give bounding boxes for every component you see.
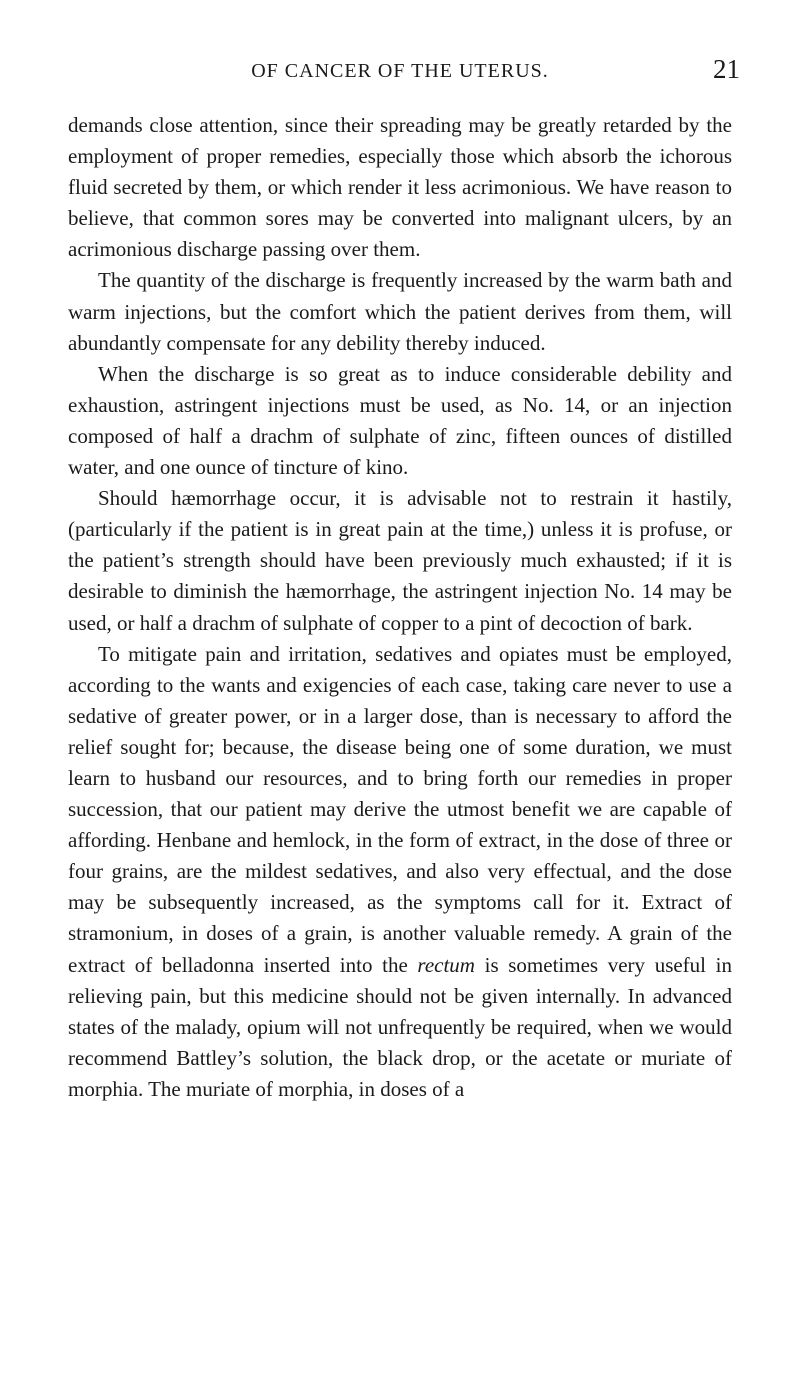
paragraph-haemorrhage: Should hæmorrhage occur, it is advisable not to restrain it hastily, (particularly if the patient is in great pain at the time,) unless it is profuse, or the patient’s strength should have been previously much exhausted; if it is desirable to diminish the hæmorrhage, the astringent injection No. 14 may be used, or half a drachm of sulphate of copper to a pint of decoction of bark. [68, 486, 732, 635]
paragraph-discharge-quantity: The quantity of the discharge is frequently increased by the warm bath and warm injections, but the comfort which the patient derives from them, will abundantly compensate for any debility thereby induced. [68, 268, 732, 355]
paragraph-sedatives [68, 639, 732, 1105]
italic-term-rectum: rectum [417, 952, 475, 977]
paragraph-continued: demands close attention, since their spreading may be greatly retarded by the employment of proper remedies, especially those which absorb the ichorous fluid secreted by them, or which render it less acrimonious. We have reason to believe, that common sores may be converted into malignant ulcers, by an acrimonious discharge passing over them. [68, 113, 732, 262]
paragraph-astringent-injections: When the discharge is so great as to induce considerable debility and exhaustion, astringent injections must be used, as No. 14, or an injection composed of half a drachm of sulphate of zinc, fifteen ounces of distilled water, and one ounce of tincture of kino. [68, 361, 732, 480]
paragraph-sedatives-text-1: To mitigate pain and irritation, sedatives and opiates must be employed, according to the wants and exigencies of each case, taking care never to use a sedative of greater power, or in a larger dose, than is necessary to afford the relief sought for; because, the disease being one of some duration, we must learn to husband our resources, and to bring forth our remedies in proper succession, that our patient may derive the utmost benefit we are capable of affording. Henbane and hemlock, in the form of extract, in the dose of three or four grains, are the mildest sedatives, and also very effectual, and the dose may be subsequently increased, as the symptoms call for it. Extract of stramonium, in doses of a grain, is another valuable remedy. A grain of the extract of belladonna inserted into the [68, 641, 732, 977]
running-head-title: OF CANCER OF THE UTERUS. [251, 60, 549, 82]
page-number: 21 [713, 54, 740, 84]
body-text [68, 110, 732, 1105]
paragraph-sedatives-text-2: is sometimes very useful in relieving pain, but this medicine should not be given internally. In advanced states of the malady, opium will not unfrequently be required, when we would recommend Battley’s solution, the black drop, or the acetate or muriate of morphia. The muriate of morphia, in doses of a [68, 952, 732, 1101]
running-head [60, 54, 740, 88]
